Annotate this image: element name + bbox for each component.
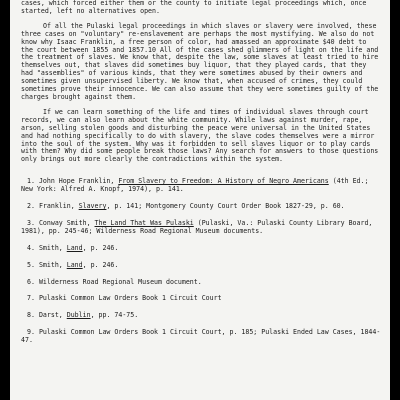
endnote-text: Pulaski Common Law Orders Book 1 Circuit Court [38, 294, 222, 303]
endnote-text: Franklin, [38, 202, 79, 211]
endnote-title: Dublin [66, 311, 91, 320]
endnote-text: Conway Smith, [38, 218, 95, 227]
body-paragraph: cases, which forced either them or the county to initiate legal proceedings which, once started, left no alternatives open. [21, 0, 367, 15]
endnote-text: , p. 246. [82, 243, 119, 252]
endnote-number: 2. [27, 202, 35, 211]
endnote [21, 295, 381, 303]
endnote [21, 329, 381, 345]
endnote-text: , p. 246. [82, 260, 119, 269]
endnote [21, 203, 381, 211]
endnote-text: Wilderness Road Regional Museum document. [38, 277, 202, 286]
endnote-number: 5. [27, 260, 35, 269]
endnote-text: Darst, [38, 311, 67, 320]
document-text [21, 0, 381, 354]
endnote-number: 8. [27, 311, 35, 320]
endnote-number: 4. [27, 243, 35, 252]
body-paragraph: Of all the Pulaski legal proceedings in which slaves or slavery were involved, these three cases on "voluntary" re-enslavement are perhaps the most mystifying. We also do not know why Isaac Franklin, a free person of color, had amassed an approximate $40 debt to the court between 1855 and 1857.10 All of the cases shed glimmers of light on the life and the treatment of slaves. We know that, despite the law, some slaves at least tried to hire themselves out, that slaves did sometimes buy liquor, that they played cards, that they had "assemblies" of various kinds, that they were sometimes abused by their owners and sometimes given unsupervised liberty. We know that, when accused of crimes, they could sometimes prove their innocence. We can also assume that they were sometimes guilty of the charges brought against them. [21, 21, 379, 101]
endnote-text: Smith, [38, 260, 67, 269]
endnote-text: (4th Ed.; New York: Alfred A. Knopf, 1974), p. 141. [21, 177, 369, 194]
endnote-number: 1. [27, 177, 35, 186]
endnote-title: Slavery [78, 202, 107, 211]
endnote-text: , pp. 74-75. [90, 311, 139, 320]
endnote-text: Smith, [38, 243, 67, 252]
document-page [10, 0, 390, 400]
endnote-number: 9. [27, 328, 35, 337]
endnote-text: John Hope Franklin, [38, 177, 119, 186]
endnote [21, 245, 381, 253]
endnotes [21, 178, 381, 345]
endnote-text: (Pulaski, Va.: Pulaski County Library Board, 1981), pp. 245-46; Wilderness Road Regional Museum documents. [21, 218, 373, 235]
body-paragraph: If we can learn something of the life and times of individual slaves through court records, we can also learn about the white community. While laws against murder, rape, arson, selling stolen goods and disturbing the peace were universal in the United States and had nothing specifically to do with slavery, the slave codes themselves were a mirror into the soul of the system. Why was it forbidden to sell slaves liquor or to play cards with them? Why did some people break those laws? Any search for answers to those questions only brings out more clearly the contradictions within the system. [21, 107, 379, 164]
endnote-title: Land [66, 260, 83, 269]
endnote-number: 3. [27, 218, 35, 227]
endnote [21, 312, 381, 320]
endnote-number: 6. [27, 277, 35, 286]
endnote [21, 178, 381, 194]
endnote [21, 262, 381, 270]
endnote [21, 279, 381, 287]
endnote-title: The Land That Was Pulaski [94, 218, 194, 227]
endnote-text: , p. 141; Montgomery County Court Order Book 1827-29, p. 60. [106, 202, 345, 211]
endnote-title: Land [66, 243, 83, 252]
endnote [21, 220, 381, 236]
endnote-title: From Slavery to Freedom: A History of Negro Americans [118, 177, 329, 186]
endnote-number: 7. [27, 294, 35, 303]
endnote-text: Pulaski Common Law Orders Book 1 Circuit Court, p. 185; Pulaski Ended Law Cases, 1844-47. [21, 328, 381, 345]
